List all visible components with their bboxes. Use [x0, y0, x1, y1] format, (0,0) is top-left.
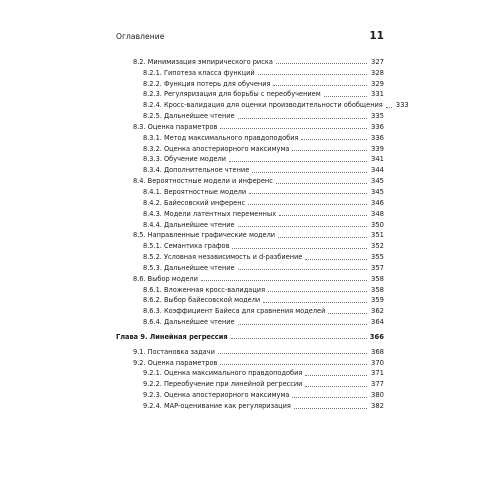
dot-leader: [249, 193, 367, 194]
toc-section-entry: [116, 175, 384, 186]
toc-subsection-entry: [116, 240, 384, 251]
dot-leader: [301, 139, 367, 140]
toc-entry-page: 358: [371, 285, 384, 294]
dot-leader: [294, 408, 367, 409]
toc-subsection-entry: [116, 197, 384, 208]
toc-subsection-entry: [116, 262, 384, 273]
dot-leader: [292, 150, 367, 151]
toc-entry-page: 336: [371, 122, 384, 131]
toc-entry-title: 8.5.3. Дальнейшее чтение: [143, 263, 235, 272]
dot-leader: [238, 269, 367, 270]
toc-entry-page: 382: [371, 402, 384, 410]
toc-entry-title: 9.1. Постановка задачи: [133, 347, 215, 356]
toc-subsection-entry: [116, 89, 384, 100]
toc-subsection-entry: [116, 316, 384, 327]
toc-subsection-entry: [116, 368, 384, 379]
toc-subsection-entry: [116, 99, 409, 110]
toc-entry-page: 368: [371, 347, 384, 356]
toc-entry-page: 336: [371, 133, 384, 142]
dot-leader: [231, 338, 367, 339]
toc-entry-page: 371: [371, 369, 384, 378]
dot-leader: [305, 375, 367, 376]
running-title: Оглавление: [116, 32, 165, 41]
dot-leader: [201, 280, 367, 281]
toc-entry-title: 9.2.1. Оценка максимального правдоподобия: [143, 369, 303, 378]
dot-leader: [273, 85, 367, 86]
toc-entry-page: 357: [371, 263, 384, 272]
toc-entry-page: 351: [371, 231, 384, 240]
toc-entry-title: 8.6.4. Дальнейшее чтение: [143, 318, 235, 327]
toc-entry-title: 8.6.3. Коэффициент Байеса для сравнения моделей: [143, 307, 326, 316]
toc-entry-page: 362: [371, 307, 384, 316]
table-of-contents: [116, 56, 409, 411]
toc-entry-page: 359: [371, 296, 384, 305]
toc-section-entry: [116, 357, 384, 368]
dot-leader: [238, 324, 367, 325]
dot-leader: [218, 353, 367, 354]
toc-entry-page: 377: [371, 380, 384, 389]
toc-section-entry: [116, 230, 384, 241]
toc-entry-page: 348: [371, 209, 384, 218]
toc-subsection-entry: [116, 164, 384, 175]
toc-entry-title: 8.2.1. Гипотеза класса функций: [143, 68, 255, 77]
toc-entry-title: 8.2.2. Функция потерь для обучения: [143, 79, 271, 88]
toc-entry-page: 344: [371, 166, 384, 175]
toc-entry-title: 8.2.4. Кросс-валидация для оценки производительности обобщения: [143, 101, 383, 110]
toc-entry-title: 8.3.1. Метод максимального правдоподобия: [143, 133, 299, 142]
toc-entry-title: 9.2.3. Оценка апостериорного максимума: [143, 391, 290, 400]
toc-entry-page: 345: [371, 187, 384, 196]
toc-entry-title: 8.6.2. Выбор байесовской модели: [143, 296, 261, 305]
toc-entry-title: 8.4.1. Вероятностные модели: [143, 187, 247, 196]
toc-entry-page: 370: [371, 358, 384, 367]
toc-entry-page: 358: [371, 274, 384, 283]
toc-entry-title: 9.2. Оценка параметров: [133, 358, 218, 367]
toc-subsection-entry: [116, 143, 384, 154]
dot-leader: [278, 237, 367, 238]
toc-entry-title: 8.3.3. Обучение модели: [143, 155, 226, 164]
dot-leader: [386, 107, 392, 108]
toc-entry-title: 9.2.2. Переобучение при линейной регрессии: [143, 380, 303, 389]
toc-subsection-entry: [116, 78, 384, 89]
toc-entry-page: 355: [371, 253, 384, 262]
toc-entry-title: 8.2.5. Дальнейшее чтение: [143, 112, 235, 121]
dot-leader: [324, 96, 367, 97]
toc-subsection-entry: [116, 305, 384, 316]
toc-subsection-entry: [116, 110, 384, 121]
toc-section-entry: [116, 121, 384, 132]
dot-leader: [292, 397, 367, 398]
toc-subsection-entry: [116, 389, 384, 400]
dot-leader: [279, 215, 367, 216]
toc-section-entry: [116, 273, 384, 284]
toc-entry-title: 8.6.1. Вложенная кросс-валидация: [143, 285, 266, 294]
toc-entry-page: 345: [371, 177, 384, 186]
dot-leader: [229, 161, 367, 162]
toc-entry-page: 346: [371, 198, 384, 207]
dot-leader: [305, 386, 367, 387]
toc-entry-page: 352: [371, 242, 384, 251]
toc-entry-title: Глава 9. Линейная регрессия: [116, 332, 228, 341]
dot-leader: [220, 128, 367, 129]
dot-leader: [238, 226, 367, 227]
toc-subsection-entry: [116, 67, 384, 78]
toc-subsection-entry: [116, 400, 384, 411]
toc-subsection-entry: [116, 284, 384, 295]
toc-entry-page: 366: [369, 332, 384, 341]
dot-leader: [263, 302, 367, 303]
toc-entry-page: 380: [371, 391, 384, 400]
toc-entry-page: 333: [395, 101, 409, 110]
dot-leader: [252, 172, 367, 173]
toc-entry-title: 8.5.2. Условная независимость и d-разбиение: [143, 253, 303, 262]
toc-entry-page: 329: [371, 79, 384, 88]
toc-subsection-entry: [116, 378, 384, 389]
toc-entry-page: 341: [371, 155, 384, 164]
dot-leader: [238, 118, 367, 119]
dot-leader: [276, 63, 367, 64]
toc-entry-page: 339: [371, 144, 384, 153]
toc-entry-title: 9.2.4. MAP-оценивание как регуляризация: [143, 402, 291, 410]
toc-entry-title: 8.3.2. Оценка апостериорного максимума: [143, 144, 290, 153]
dot-leader: [258, 74, 367, 75]
toc-entry-title: 8.5. Направленные графические модели: [133, 231, 276, 240]
toc-entry-page: 364: [371, 318, 384, 327]
toc-entry-page: 335: [371, 112, 384, 121]
toc-subsection-entry: [116, 186, 384, 197]
dot-leader: [305, 259, 367, 260]
toc-entry-page: 327: [371, 57, 384, 66]
toc-subsection-entry: [116, 154, 384, 165]
toc-subsection-entry: [116, 132, 384, 143]
dot-leader: [268, 291, 367, 292]
toc-entry-title: 8.4.4. Дальнейшее чтение: [143, 220, 235, 229]
page-number: 11: [369, 30, 384, 42]
toc-entry-title: 8.4.2. Байесовский инференс: [143, 198, 246, 207]
toc-entry-title: 8.4.3. Модели латентных переменных: [143, 209, 277, 218]
toc-subsection-entry: [116, 208, 384, 219]
dot-leader: [232, 248, 367, 249]
toc-section-entry: [116, 56, 384, 67]
toc-entry-title: 8.2.3. Регуляризация для борьбы с переобучением: [143, 90, 321, 99]
toc-chapter-entry: [116, 331, 384, 342]
dot-leader: [220, 364, 367, 365]
toc-entry-title: 8.6. Выбор модели: [133, 274, 198, 283]
dot-leader: [248, 204, 367, 205]
toc-entry-page: 350: [371, 220, 384, 229]
toc-subsection-entry: [116, 295, 384, 306]
toc-subsection-entry: [116, 219, 384, 230]
toc-entry-page: 328: [371, 68, 384, 77]
dot-leader: [328, 313, 367, 314]
toc-section-entry: [116, 346, 384, 357]
toc-entry-title: 8.3. Оценка параметров: [133, 122, 218, 131]
toc-entry-title: 8.5.1. Семантика графов: [143, 242, 230, 251]
toc-entry-title: 8.4. Вероятностные модели и инференс: [133, 177, 273, 186]
toc-entry-title: 8.3.4. Дополнительное чтение: [143, 166, 250, 175]
toc-entry-title: 8.2. Минимизация эмпирического риска: [133, 57, 273, 66]
page-header: [116, 30, 384, 46]
toc-subsection-entry: [116, 251, 384, 262]
toc-entry-page: 331: [371, 90, 384, 99]
dot-leader: [276, 183, 367, 184]
